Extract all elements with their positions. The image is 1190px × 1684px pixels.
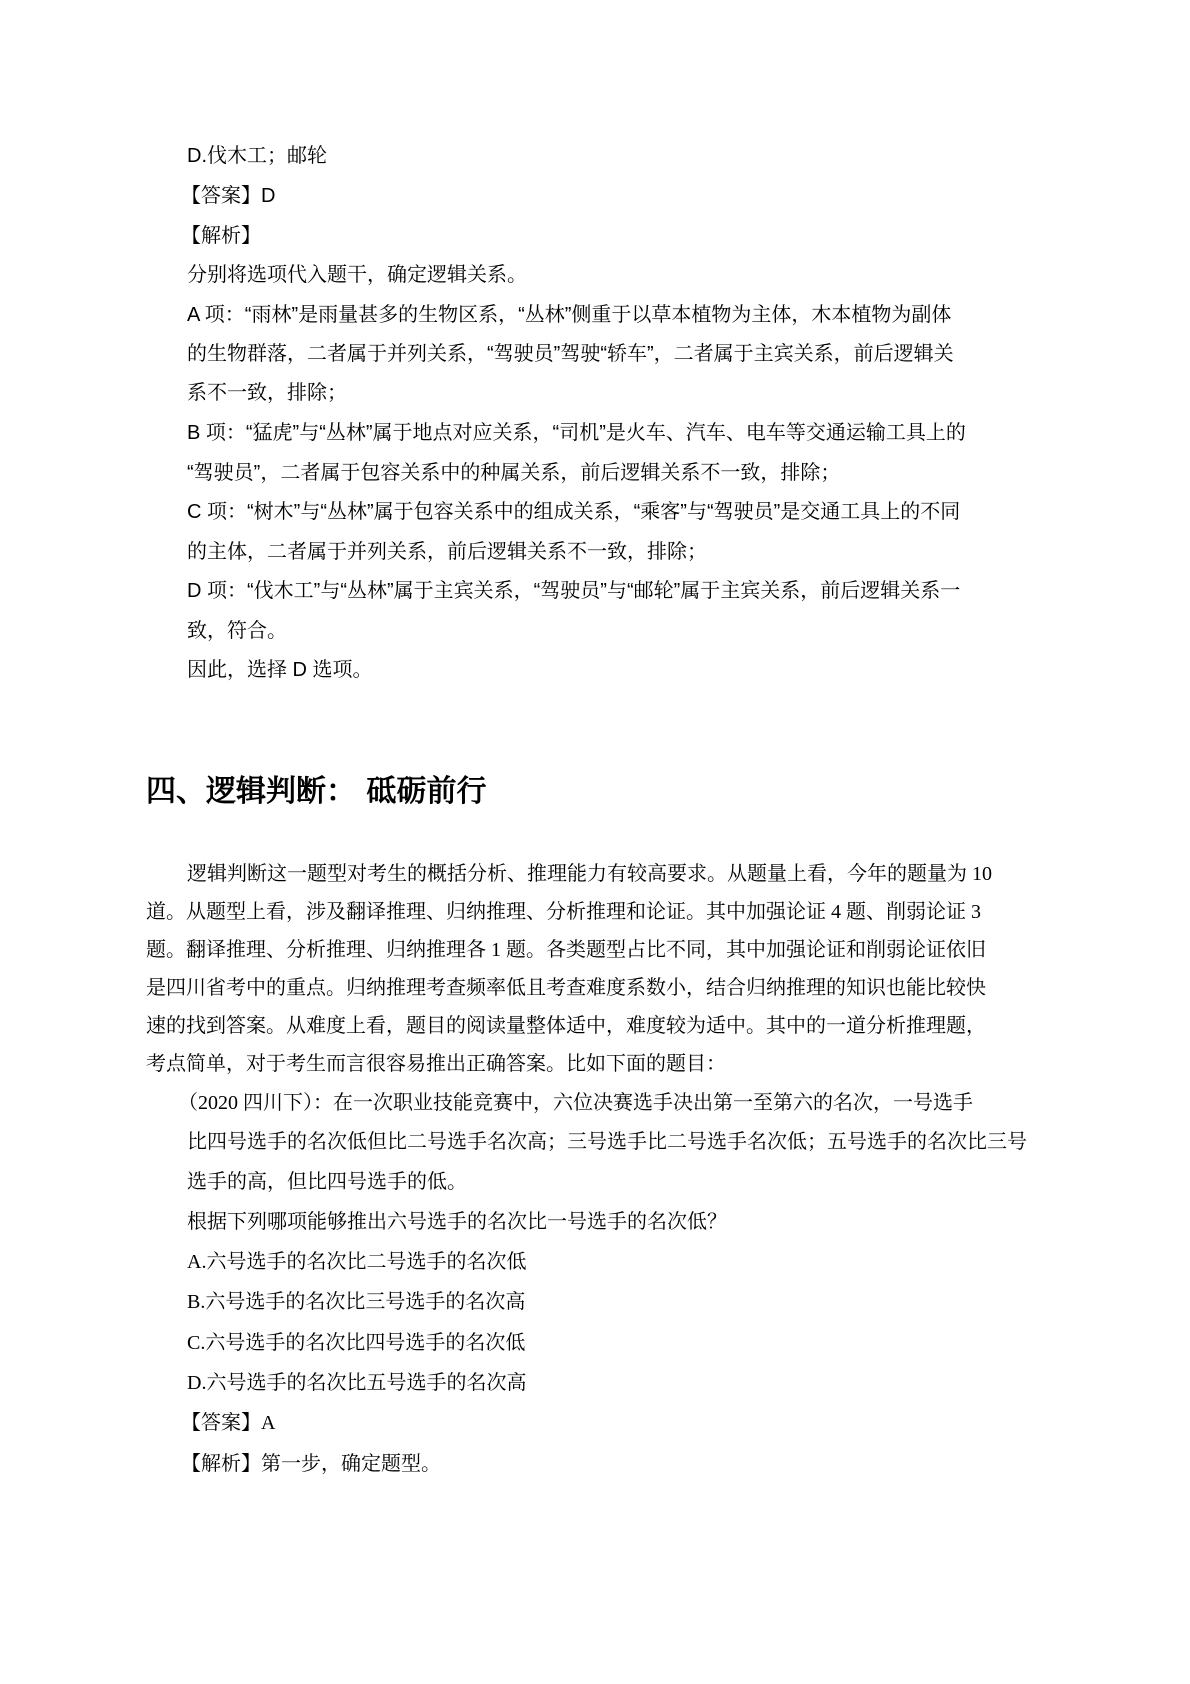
option-c: C.六号选手的名次比四号选手的名次低 <box>187 1332 526 1354</box>
analysis-a-line-2: 的生物群落，二者属于并列关系，“驾驶员”驾驶“轿车”，二者属于主宾关系，前后逻辑关 <box>187 343 954 365</box>
analysis-b-line-2: “驾驶员”，二者属于包容关系中的种属关系，前后逻辑关系不一致，排除； <box>187 462 841 484</box>
option-d-line: D.伐木工；邮轮 <box>187 145 327 167</box>
analysis-conclusion: 因此，选择 D 选项。 <box>187 659 373 681</box>
option-b: B.六号选手的名次比三号选手的名次高 <box>187 1291 526 1313</box>
intro-paragraph-line-6: 考点简单，对于考生而言很容易推出正确答案。比如下面的题目： <box>146 1053 726 1075</box>
analysis-c-line-2: 的主体，二者属于并列关系，前后逻辑关系不一致，排除； <box>187 541 707 563</box>
intro-paragraph-line-4: 是四川省考中的重点。归纳推理考查频率低且考查难度系数小，结合归纳推理的知识也能比较快 <box>146 977 986 999</box>
intro-paragraph-line-2: 道。从题型上看，涉及翻译推理、归纳推理、分析推理和论证。其中加强论证 4 题、削弱论证 3 <box>146 901 981 923</box>
option-a: A.六号选手的名次比二号选手的名次低 <box>187 1251 527 1273</box>
question-stem-line-2: 比四号选手的名次低但比二号选手名次高；三号选手比二号选手名次低；五号选手的名次比三号 <box>187 1131 1027 1153</box>
section-heading: 四、逻辑判断： 砥砺前行 <box>146 774 487 809</box>
analysis-label: 【解析】 <box>181 225 261 247</box>
analysis-b-line-1: B 项：“猛虎”与“丛林”属于地点对应关系，“司机”是火车、汽车、电车等交通运输工具上的 <box>187 422 966 444</box>
analysis-d-line-2: 致，符合。 <box>187 620 287 642</box>
answer-label: 【答案】D <box>181 185 276 207</box>
question-stem-line-3: 选手的高，但比四号选手的低。 <box>187 1171 467 1193</box>
question-stem-line-1: （2020 四川下）：在一次职业技能竞赛中，六位决赛选手决出第一至第六的名次，一号选手 <box>178 1092 973 1114</box>
intro-paragraph-line-1: 逻辑判断这一题型对考生的概括分析、推理能力有较高要求。从题量上看，今年的题量为 10 <box>187 863 992 885</box>
option-d: D.六号选手的名次比五号选手的名次高 <box>187 1372 527 1394</box>
analysis-d-line-1: D 项：“伐木工”与“丛林”属于主宾关系，“驾驶员”与“邮轮”属于主宾关系，前后逻辑关系一 <box>187 580 961 602</box>
analysis-step-line: 【解析】第一步，确定题型。 <box>181 1453 441 1475</box>
analysis-a-line-3: 系不一致，排除； <box>187 382 347 404</box>
analysis-intro: 分别将选项代入题干，确定逻辑关系。 <box>187 264 527 286</box>
analysis-c-line-1: C 项：“树木”与“丛林”属于包容关系中的组成关系，“乘客”与“驾驶员”是交通工具上的不同 <box>187 501 961 523</box>
analysis-a-line-1: A 项：“雨林”是雨量甚多的生物区系，“丛林”侧重于以草本植物为主体，木本植物为副体 <box>187 304 952 326</box>
intro-paragraph-line-3: 题。翻译推理、分析推理、归纳推理各 1 题。各类题型占比不同，其中加强论证和削弱论证依旧 <box>146 939 986 961</box>
intro-paragraph-line-5: 速的找到答案。从难度上看，题目的阅读量整体适中，难度较为适中。其中的一道分析推理题， <box>146 1015 986 1037</box>
question-prompt: 根据下列哪项能够推出六号选手的名次比一号选手的名次低？ <box>187 1211 727 1233</box>
answer-line: 【答案】A <box>181 1412 276 1434</box>
